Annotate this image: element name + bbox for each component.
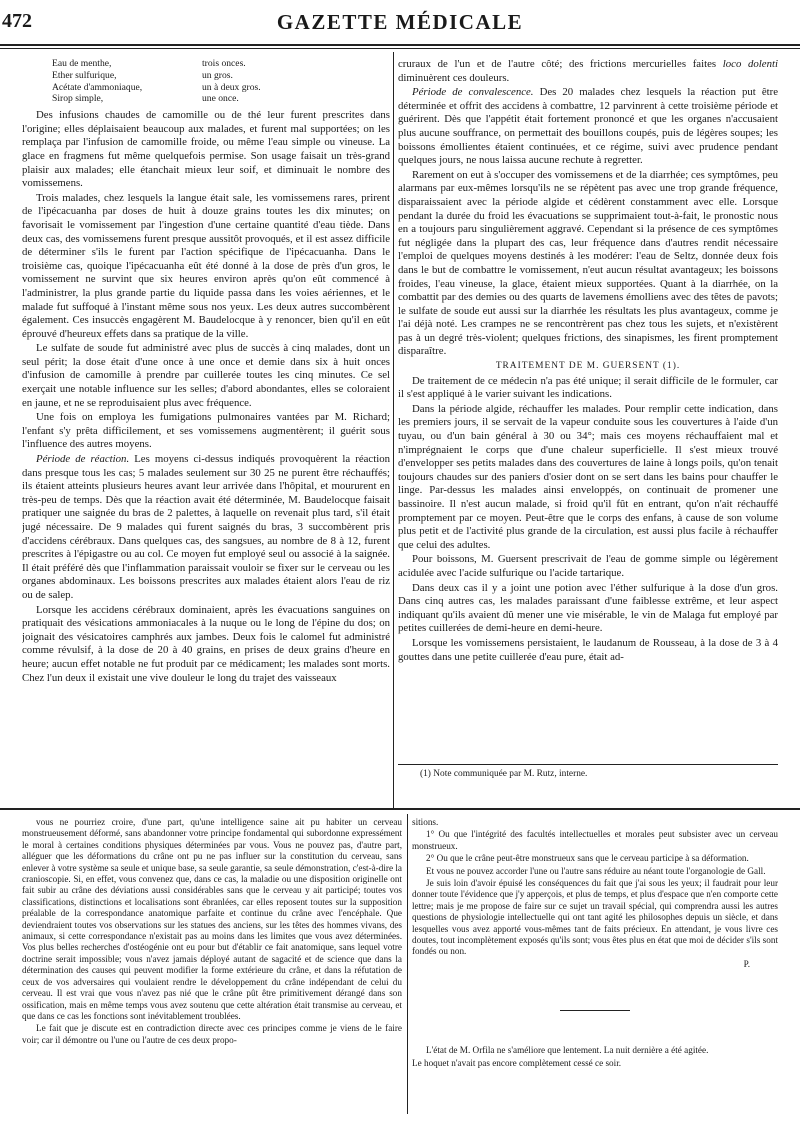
recipe-ingredient: Sirop simple, [52,93,104,105]
paragraph-convalescence: Période de convalescence. Des 20 malades chez lesquels la réaction put être déterminée et offrit des accidens à combattre, 12 parvinrent à cette troisième période et guérirent. Dès que l'appétit était fortement prononcé et que les organes n'accusaient plus aucune souffrance, on permettait des bouillons coupés, puis de légères soupes; les boissons émollientes étaient continuées, et ce régime, suivi avec prudence pendant quelques jours, ne nous laissa aucune rechute à regretter. [398,86,778,167]
news-note: L'état de M. Orfila ne s'améliore que lentement. La nuit dernière a été agitée. [426,1045,709,1056]
signature: P. [743,958,750,969]
paragraph: 2° Ou que le crâne peut-être monstrueux sans que le cerveau participe à sa déformation. [426,853,749,864]
news-note: Le hoquet n'avait pas encore complètement cessé ce soir. [412,1057,622,1068]
recipe-line [52,93,390,105]
paragraph: Pour boissons, M. Guersent prescrivait de l'eau de gomme simple ou légèrement acidulée avec l'acide sulfurique ou l'acide tartarique. [398,553,778,579]
paragraph: 1° Ou que l'intégrité des facultés intellectuelles et morales peut subsister avec un cerveau monstrueux. [412,829,778,851]
footnote: (1) Note communiquée par M. Rutz, interne. [420,769,588,779]
header-rule [0,44,800,46]
subheading-reaction: Période de réaction. [36,453,130,466]
header-rule-thin [0,48,800,49]
paragraph: vous ne pourriez croire, d'une part, qu'une intelligence saine ait pu habiter un cerveau monstrueusement déformé, sans abandonner votre principe fondamental qui subordonne expressément le moral à certaines conditions physiques déterminées par vous. Vous ne pouvez pas, d'autre part, alléguer que les déformations du crâne ont pu ne pas influer sur la constitution du cerveau, sans enlever à votre système sa seule et unique base, sa seule garantie, sa seule démonstration, c'est-à-dire la cranioscopie. Si, en effet, vous convenez que, dans ce cas, la maladie ou une disposition originelle ont fait subir au crâne des déviations aussi considérables sans que le cerveau y ait participé; toutes vos classifications, distinctions et localisations sont ébranlées, car elles reposent toutes sur la supposition préalable de la correspondance anatomique parfaite et continue du crâne avec l'encéphale. Que deviendraient toutes vos observations sur les statues des anciens, sur les têtes des hommes vivans, des animaux, si cette correspondance n'existait pas au moins dans les limites que vous avez déterminées. Vos plus belles recherches d'ostéogénie ont eu pour but d'établir ce fait anatomique, sans lequel votre doctrine serait impossible; vous n'avez jamais déployé autant de sagacité et de science que dans la détermination des causes qui peuvent modifier la forme extérieure du crâne, et dans la réfutation de ceux de vos adversaires qui voulaient rendre le développement du crâne indépendant de celui du cerveau. Il est vrai que vous n'avez pas nié que le crâne pût être primitivement dérangé dans son ossification, mais en même temps vous avez soutenu que cette altération était transmise au cerveau, et que dans ce cas les fonctions sont inévitablement troublées. [22,817,402,1021]
feuilleton-rule [0,808,800,810]
recipe-quantity: une once. [202,93,239,105]
recipe-quantity: un à deux gros. [202,81,261,93]
right-column [398,58,778,800]
subheading-convalescence: Période de convalescence. [412,86,534,99]
paragraph-reaction: Période de réaction. Les moyens ci-dessus indiqués provoquèrent la réaction dans presque tous les cas; 5 malades seulement sur 30 25 ne purent être réchauffés; ils étaient atteints plusieurs heures avant leur arrivée dans l'hôpital, et moururent en très-peu de temps. Dès que la réaction avait été déterminée, M. Baudelocque faisait pratiquer une saignée du bras de 2 palettes, à laquelle on revenait plus tard, s'il était jugé nécessaire. De 9 malades qui furent saignés du bras, 3 succombèrent pris d'accidens cérébraux. Dans quelques cas, des sangsues, au nombre de 8 à 12, furent prescrites à l'épigastre ou au col. Ce moyen fut employé seul ou associé à la saignée. Il était préféré dès que l'inflammation paraissait vouloir se fixer sur le cerveau ou les organes abdominaux. Les boissons prescrites aux malades étaient alors l'eau de riz ou de salep. [22,453,390,601]
recipe-quantity: trois onces. [202,58,246,69]
paragraph: sitions. [412,817,439,827]
recipe-quantity: un gros. [202,69,233,81]
paragraph: Je suis loin d'avoir épuisé les conséquences du fait que j'ai sous les yeux; il faudrait pour leur donner toute l'évidence que j'y apperçois, et plus de temps, et plus d'espace que n'en comporte cette lettre; mais je me propose de faire sur ce sujet un travail spécial, qui comprendra aussi les autres questions de physiologie intellectuelle qui ont tant agité les philosophes depuis un siècle, et dans lesquelles vous avez apporté vous-mêmes tant de faits précieux. En attendant, je vous livre ces doutes, tout incomplètement exposés qu'ils sont; vous êtes plus en état que moi de décider s'ils sont fondés ou non. [412,878,778,957]
section-title: TRAITEMENT DE M. GUERSENT (1). [495,361,681,372]
paragraph: De traitement de ce médecin n'a pas été unique; il serait difficile de le formuler, car il s'est appliqué à le varier suivant les indications. [398,374,778,401]
paragraph: Rarement on eut à s'occuper des vomissemens et de la diarrhée; ces symptômes, peu alarmans par eux-mêmes lorsqu'ils ne se répètent pas avec une trop grande fréquence, disparaissaient avec la période algide et cédèrent constamment avec elle. Lorsque pendant la durée du froid les évacuations se supprimaient tout-à-fait, le pronostic nous en a toujours paru singulièrement aggravé. Cependant si la présence de ces symptômes fut négligée dans la plupart des cas, leur fréquence dans d'autres rendit nécessaire l'emploi de quelques moyens destinés à les modérer: l'eau de Seltz, donnée deux fois dans le but de combattre le vomissement, n'eut aucun résultat avantageux; les boissons froides, l'eau vineuse, la glace, étaient mieux supportées. Quant à la diarrhée, on la combattit par des demies ou des quarts de lavemens émolliens avec des têtes de pavots; le sulfate de soude eut aussi sur la diarrhée les résultats les plus avantageux, comme je l'ai déjà noté. Les crampes ne se rencontrèrent pas chez tous les sujets, et n'existèrent pas à un degré très-violent; quelques frictions, des sinapismes, les firent promptement disparaître. [398,168,778,358]
feuilleton-right [412,817,778,1122]
paragraph: Trois malades, chez lesquels la langue était sale, les vomissemens rares, prirent de l'ipécacuanha par doses de huit à douze grains toutes les dix minutes; on favorisait le vomissement par l'ingestion d'une certaine quantité d'eau tiède. Dans deux cas, des vomissemens furent presque aussitôt provoqués, et il est assez difficile de déterminer s'ils le furent par l'action spécifique de l'ipécacuanha. Dans le troisième cas, quoique l'ipécacuanha eût été donné à la dose de près d'un gros, le vomissement ne survint que six heures environ après qu'on eût commencé à l'administrer, la plus grande partie du liquide passa dans les voies aériennes, et le malade fut suffoqué à l'instant même sous nos yeux. Les deux autres succombèrent également. Ces insuccès engagèrent M. Baudelocque à y renoncer, bien qu'il en eût éprouvé d'heureux effets dans sa pratique de la ville. [22,191,390,340]
feuilleton-left [22,817,402,1122]
column-divider [393,52,394,808]
recipe-list [52,58,390,105]
paragraph: Et vous ne pouvez accorder l'une ou l'autre sans réduire au néant toute l'organologie de Gall. [426,865,766,876]
paragraph: Dans deux cas il y a joint une potion avec l'éther sulfurique à la dose d'un gros. Dans cinq autres cas, les malades paraissant d'une faiblesse extrême, et leur aspect indiquant qu'ils avaient dû mener une vie misérable, le vin de Malaga fut employé par petites cuillerées de demi-heure en demi-heure. [398,581,778,635]
paragraph: Lorsque les vomissemens persistaient, le laudanum de Rousseau, à la dose de 3 à 4 gouttes dans une petite cuillerée d'eau pure, était ad- [398,636,778,663]
footnote-block [420,768,778,784]
paragraph: Une fois on employa les fumigations pulmonaires vantées par M. Richard; l'enfant s'y prêta difficilement, et ses vomissemens augmentèrent; il guérit sous l'influence des autres moyens. [22,411,390,451]
paragraph: Des infusions chaudes de camomille ou de thé leur furent prescrites dans l'origine; elles déplaisaient beaucoup aux malades, et furent mal supportées; on les remplaça par l'infusion de camomille froide, ou même l'eau simple ou vineuse. La glace en fragmens fut même quelquefois permise. Son usage faisait un très-grand plaisir aux malades; elle étanchait mieux leur soif, et diminuait le nombre des vomissemens. [22,109,390,190]
recipe-ingredient: Eau de menthe, [52,58,112,69]
page-header [0,10,800,42]
left-column [22,58,390,800]
recipe-ingredient: Acétate d'ammoniaque, [52,81,143,93]
paragraph-continuation: cruraux de l'un et de l'autre côté; des frictions mercurielles faites loco dolenti diminuèrent ces douleurs. [398,58,778,84]
recipe-ingredient: Ether sulfurique, [52,69,117,81]
journal-title: GAZETTE MÉDICALE [276,10,524,34]
feuilleton-divider [407,814,408,1114]
recipe-line [52,70,390,82]
separator-rule [560,1010,630,1011]
paragraph: Lorsque les accidens cérébraux dominaient, après les évacuations sanguines on pratiquait des vésications ammoniacales à la nuque ou le long de l'épine du dos; on joignait des vésicatoires camphrés aux jambes. Deux fois le calomel fut administré comme révulsif, à la dose de 20 à 40 grains, en prises de deux grains d'heure en heure; aucun effet notable ne fut produit par ce médicament; les malades sont morts. Chez l'un deux il existait une vive douleur le long du trajet des vaisseaux [22,603,390,684]
paragraph: Dans la période algide, réchauffer les malades. Pour remplir cette indication, dans les premiers jours, il se servait de la vapeur conduite sous les couvertures à l'aide d'un tuyau, ou d'un bain général à 30 ou 34°; mais ces moyens réchauffaient mal et n'imprégnaient le corps que d'une chaleur superficielle. Il s'est mieux trouvé d'envelopper ses petits malades dans des couvertures de laine à longs poils, qu'on tenait toujours chaudes sur des paniers d'osier dont on se sert dans les bains pour chauffer le linge. Par-dessus les malades ainsi enveloppés, on continuait de promener une bassinoire. Il n'est aucun malade, si froid qu'il fût en entrant, qu'on n'ait réchauffé promptement par ce moyen. Peut-être que le corps des enfans, à cause de son volume plus petit et de l'activité plus grande de la circulation, est aussi plus facile à réchauffer que celui des adultes. [398,402,778,551]
page-number: 472 [2,10,32,32]
paragraph: Le sulfate de soude fut administré avec plus de succès à cinq malades, dont un seul périt; la dose était d'une once à une once et demie dans six à huit onces d'infusion de camomille à prendre par cuillerée toutes les cinq minutes. Ce sel exerçait une notable influence sur les selles; d'abord abondantes, elles se coloraient en jaune, et ne se reproduisaient plus avec fréquence. [22,342,390,409]
recipe-line [52,82,390,94]
paragraph: Le fait que je discute est en contradiction directe avec ces principes comme je viens de le faire voir; car il démontre ou l'une ou l'autre de ces deux propo- [22,1023,402,1045]
recipe-line [52,58,390,70]
footnote-rule [398,764,778,765]
